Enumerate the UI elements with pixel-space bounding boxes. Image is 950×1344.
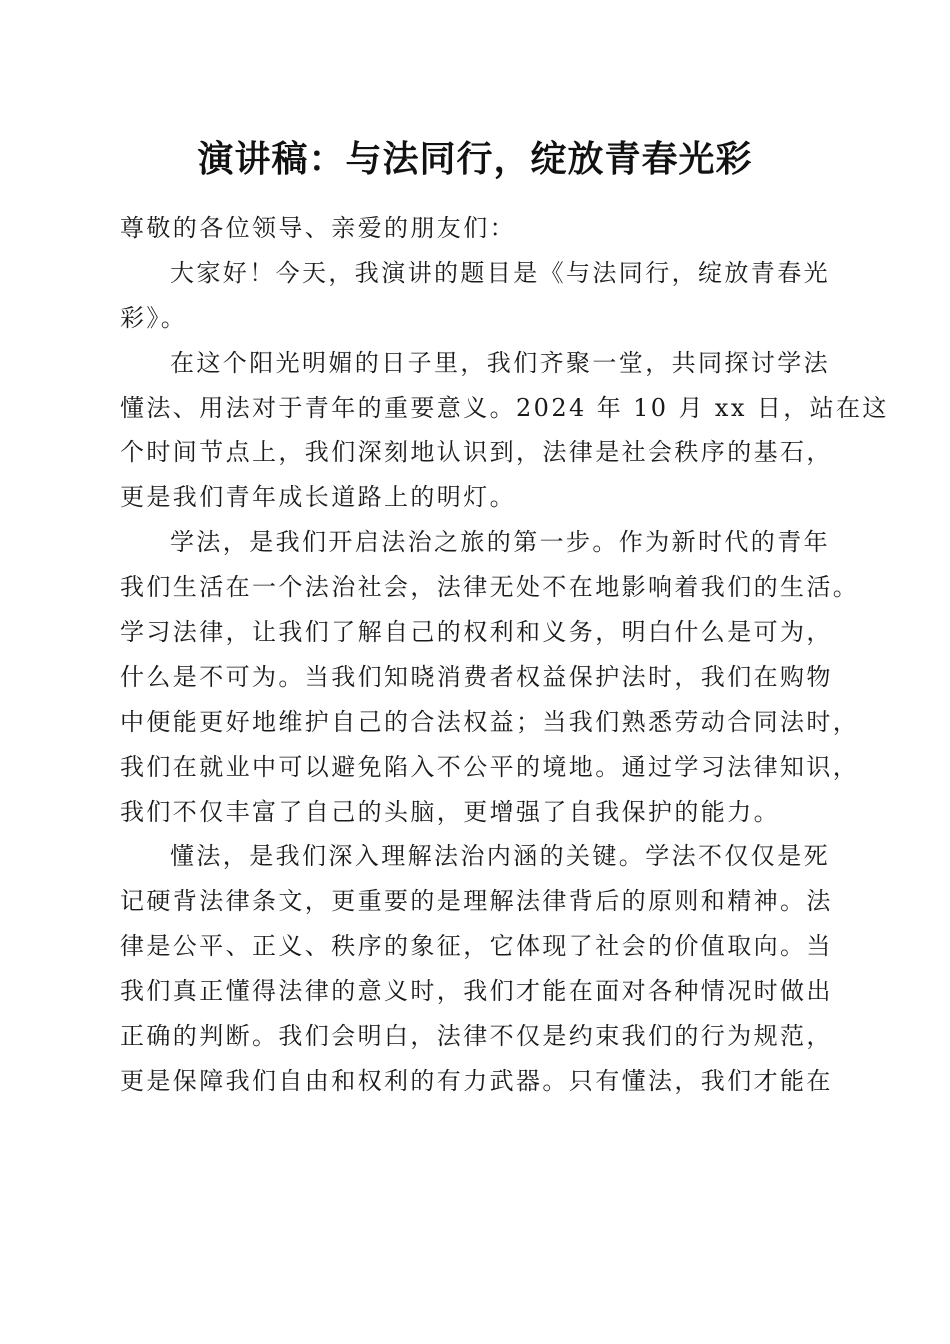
greeting-line: 尊敬的各位领导、亲爱的朋友们： (120, 214, 516, 242)
paragraph-line: 懂法，是我们深入理解法治内涵的关键。学法不仅仅是死 (170, 842, 830, 871)
paragraph-line: 更是保障我们自由和权利的有力武器。只有懂法，我们才能在 (120, 1066, 833, 1095)
document-title: 演讲稿：与法同行，绽放青春光彩 (197, 138, 753, 180)
paragraph-line: 什么是不可为。当我们知晓消费者权益保护法时，我们在购物 (120, 662, 833, 691)
paragraph-line: 彩》。 (120, 303, 188, 332)
paragraph-line: 我们真正懂得法律的意义时，我们才能在面对各种情况时做出 (120, 977, 833, 1006)
paragraph-1 (120, 251, 840, 341)
paragraph-line: 律是公平、正义、秩序的象征，它体现了社会的价值取向。当 (120, 932, 833, 961)
paragraph-line: 懂法、用法对于青年的重要意义。2024 年 10 月 xx 日，站在这 (120, 393, 889, 422)
paragraph-line: 我们生活在一个法治社会，法律无处不在地影响着我们的生活。 (120, 573, 860, 602)
paragraph-line: 个时间节点上，我们深刻地认识到，法律是社会秩序的基石， (120, 438, 833, 467)
paragraph-line: 我们不仅丰富了自己的头脑，更增强了自我保护的能力。 (120, 797, 780, 826)
document-body (120, 206, 889, 1104)
paragraph-line: 大家好！今天，我演讲的题目是《与法同行，绽放青春光 (170, 258, 830, 287)
paragraph-line: 我们在就业中可以避免陷入不公平的境地。通过学习法律知识， (120, 752, 860, 781)
paragraph-line: 记硬背法律条文，更重要的是理解法律背后的原则和精神。法 (120, 887, 833, 916)
paragraph-line: 学法，是我们开启法治之旅的第一步。作为新时代的青年 (170, 528, 830, 557)
paragraph-line: 在这个阳光明媚的日子里，我们齐聚一堂，共同探讨学法 (170, 348, 830, 377)
paragraph-line: 中便能更好地维护自己的合法权益；当我们熟悉劳动合同法时， (120, 707, 860, 736)
paragraph-line: 学习法律，让我们了解自己的权利和义务，明白什么是可为， (120, 618, 833, 647)
paragraph-line: 更是我们青年成长道路上的明灯。 (120, 483, 516, 512)
paragraph-2 (120, 341, 889, 521)
paragraph-4 (120, 834, 840, 1103)
paragraph-line: 正确的判断。我们会明白，法律不仅是约束我们的行为规范， (120, 1022, 833, 1051)
paragraph-3 (120, 520, 860, 834)
